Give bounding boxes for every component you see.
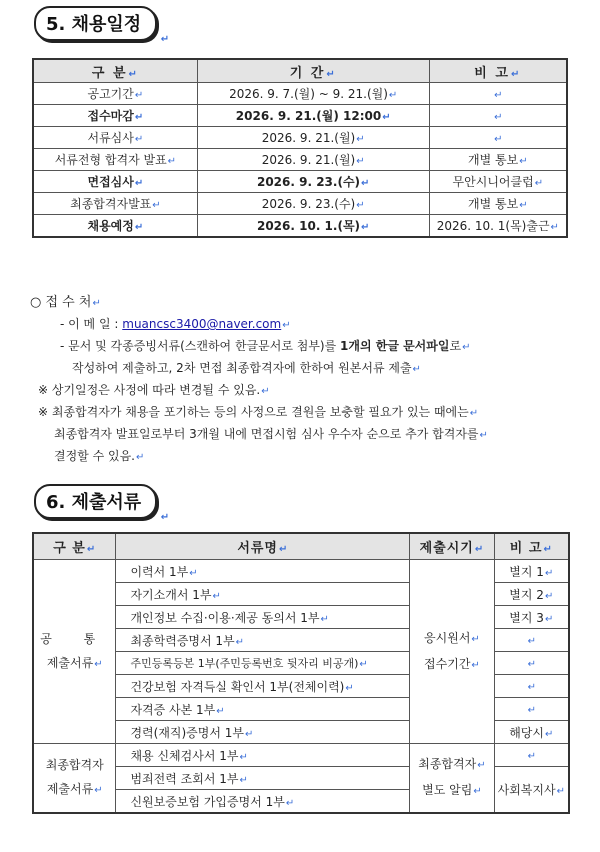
schedule-label: 채용예정: [87, 219, 134, 233]
paragraph-mark-icon: ↵: [160, 512, 170, 523]
table-row: 최종학력증명서 1부↵ ↵: [33, 629, 569, 652]
document-note: 해당시: [509, 725, 544, 740]
documents-header-timing: 제출시기↵: [410, 533, 494, 560]
vacancy-note-line1: ※ 최종합격자가 채용을 포기하는 등의 사정으로 결원을 보충할 필요가 있는 때에는↵: [38, 405, 479, 419]
schedule-header-row: [33, 59, 567, 83]
paragraph-mark-icon: ↵: [160, 34, 170, 45]
document-note: 별지 1: [509, 564, 544, 579]
table-row: 공 통 제출서류↵ 이력서 1부↵ 응시원서↵ 접수기간↵ 별지 1↵: [33, 560, 569, 583]
schedule-period: 2026. 9. 7.(월) ~ 9. 21.(월): [229, 87, 388, 101]
document-name: 개인정보 수집·이용·제공 동의서 1부: [130, 610, 320, 625]
common-docs-timing: 응시원서↵ 접수기간↵: [410, 560, 494, 744]
documents-table: [32, 532, 570, 814]
table-row: 공고기간↵ 2026. 9. 7.(월) ~ 9. 21.(월)↵ ↵: [33, 83, 567, 105]
document-name: 경력(재직)증명서 1부: [130, 725, 245, 740]
document-name: 자기소개서 1부: [130, 587, 212, 602]
vacancy-note-line3: 결정할 수 있음.↵: [54, 449, 145, 463]
schedule-header-period: 기 간↵: [197, 59, 429, 83]
section-6-title: [34, 484, 170, 523]
table-row: 자기소개서 1부↵ 별지 2↵: [33, 583, 569, 606]
final-docs-timing: 최종합격자↵ 별도 알림↵: [410, 744, 494, 814]
email-link[interactable]: muancsc3400@naver.com: [122, 317, 282, 331]
email-line: - 이 메 일 : muancsc3400@naver.com↵: [60, 317, 291, 331]
schedule-label: 서류심사: [87, 131, 134, 145]
schedule-period: 2026. 10. 1.(목): [256, 219, 361, 233]
documents-header-note: 비 고↵: [494, 533, 569, 560]
section-5-title: [34, 6, 170, 45]
final-docs-category: 최종합격자 제출서류↵: [33, 744, 116, 814]
schedule-header-note: 비 고↵: [429, 59, 567, 83]
common-docs-category: 공 통 제출서류↵: [33, 560, 116, 744]
application-notes: [30, 292, 584, 468]
table-row: 경력(재직)증명서 1부↵ 해당시↵: [33, 721, 569, 744]
schedule-note: 2026. 10. 1(목)출근: [436, 219, 550, 233]
schedule-change-note: ※ 상기일정은 사정에 따라 변경될 수 있음.↵: [38, 383, 270, 397]
schedule-label: 최종합격자발표: [70, 197, 152, 211]
document-name: 주민등록등본 1부(주민등록번호 뒷자리 비공개): [130, 657, 359, 670]
schedule-label: 공고기간: [87, 87, 134, 101]
table-row: 채용예정↵ 2026. 10. 1.(목)↵ 2026. 10. 1(목)출근↵: [33, 215, 567, 238]
section-5-title-text: 5. 채용일정: [46, 14, 142, 35]
table-row: 최종합격자발표↵ 2026. 9. 23.(수)↵ 개별 통보↵: [33, 193, 567, 215]
schedule-note: 무안시니어클럽: [452, 175, 534, 189]
documents-header-row: [33, 533, 569, 560]
table-row: 서류전형 합격자 발표↵ 2026. 9. 21.(월)↵ 개별 통보↵: [33, 149, 567, 171]
document-name: 자격증 사본 1부: [130, 702, 216, 717]
document-note: 별지 2: [509, 587, 544, 602]
documents-header-category: 구 분↵: [33, 533, 116, 560]
table-row: 신원보증보험 가입증명서 1부↵: [33, 790, 569, 814]
document-name: 건강보험 자격득실 확인서 1부(전체이력): [130, 679, 345, 694]
schedule-header-category: 구 분↵: [33, 59, 197, 83]
docs-instruction-line1: - 문서 및 각종증빙서류(스캔하여 한글문서로 첨부)를 1개의 한글 문서파일로↵: [60, 339, 471, 353]
document-name: 이력서 1부: [130, 564, 189, 579]
documents-header-name: 서류명↵: [116, 533, 410, 560]
document-name: 범죄전력 조회서 1부: [130, 771, 239, 786]
schedule-period: 2026. 9. 23.(수): [261, 197, 356, 211]
schedule-period: 2026. 9. 21.(월): [261, 153, 356, 167]
document-note: 사회복지사: [497, 783, 556, 797]
schedule-period: 2026. 9. 21.(월) 12:00: [235, 109, 382, 123]
reception-heading: ○ 접 수 처↵: [30, 295, 101, 310]
table-row: 최종합격자 제출서류↵ 채용 신체검사서 1부↵ 최종합격자↵ 별도 알림↵ ↵: [33, 744, 569, 767]
schedule-label: 서류전형 합격자 발표: [54, 153, 167, 167]
schedule-period: 2026. 9. 23.(수): [256, 175, 361, 189]
schedule-label: 면접심사: [87, 175, 134, 189]
table-row: 면접심사↵ 2026. 9. 23.(수)↵ 무안시니어클럽↵: [33, 171, 567, 193]
table-row: 건강보험 자격득실 확인서 1부(전체이력)↵ ↵: [33, 675, 569, 698]
schedule-table: [32, 58, 568, 238]
vacancy-note-line2: 최종합격자 발표일로부터 3개월 내에 면접시험 심사 우수자 순으로 추가 합격자를↵: [54, 427, 488, 441]
table-row: 서류심사↵ 2026. 9. 21.(월)↵ ↵: [33, 127, 567, 149]
table-row: 개인정보 수집·이용·제공 동의서 1부↵ 별지 3↵: [33, 606, 569, 629]
document-note: 별지 3: [509, 610, 544, 625]
document-name: 최종학력증명서 1부: [130, 633, 235, 648]
schedule-note: 개별 통보: [468, 197, 519, 211]
document-name: 신원보증보험 가입증명서 1부: [130, 794, 285, 809]
schedule-note: 개별 통보: [468, 153, 519, 167]
table-row: 범죄전력 조회서 1부↵ 사회복지사↵: [33, 767, 569, 790]
table-row: 접수마감↵ 2026. 9. 21.(월) 12:00↵ ↵: [33, 105, 567, 127]
document-name: 채용 신체검사서 1부: [130, 748, 239, 763]
section-6-title-text: 6. 제출서류: [46, 492, 142, 513]
schedule-period: 2026. 9. 21.(월): [261, 131, 356, 145]
circle-bullet-icon: ○: [30, 295, 42, 310]
table-row: 자격증 사본 1부↵ ↵: [33, 698, 569, 721]
docs-instruction-line2: 작성하여 제출하고, 2차 면접 최종합격자에 한하여 원본서류 제출↵: [72, 361, 421, 375]
schedule-label: 접수마감: [87, 109, 134, 123]
table-row: 주민등록등본 1부(주민등록번호 뒷자리 비공개)↵ ↵: [33, 652, 569, 675]
